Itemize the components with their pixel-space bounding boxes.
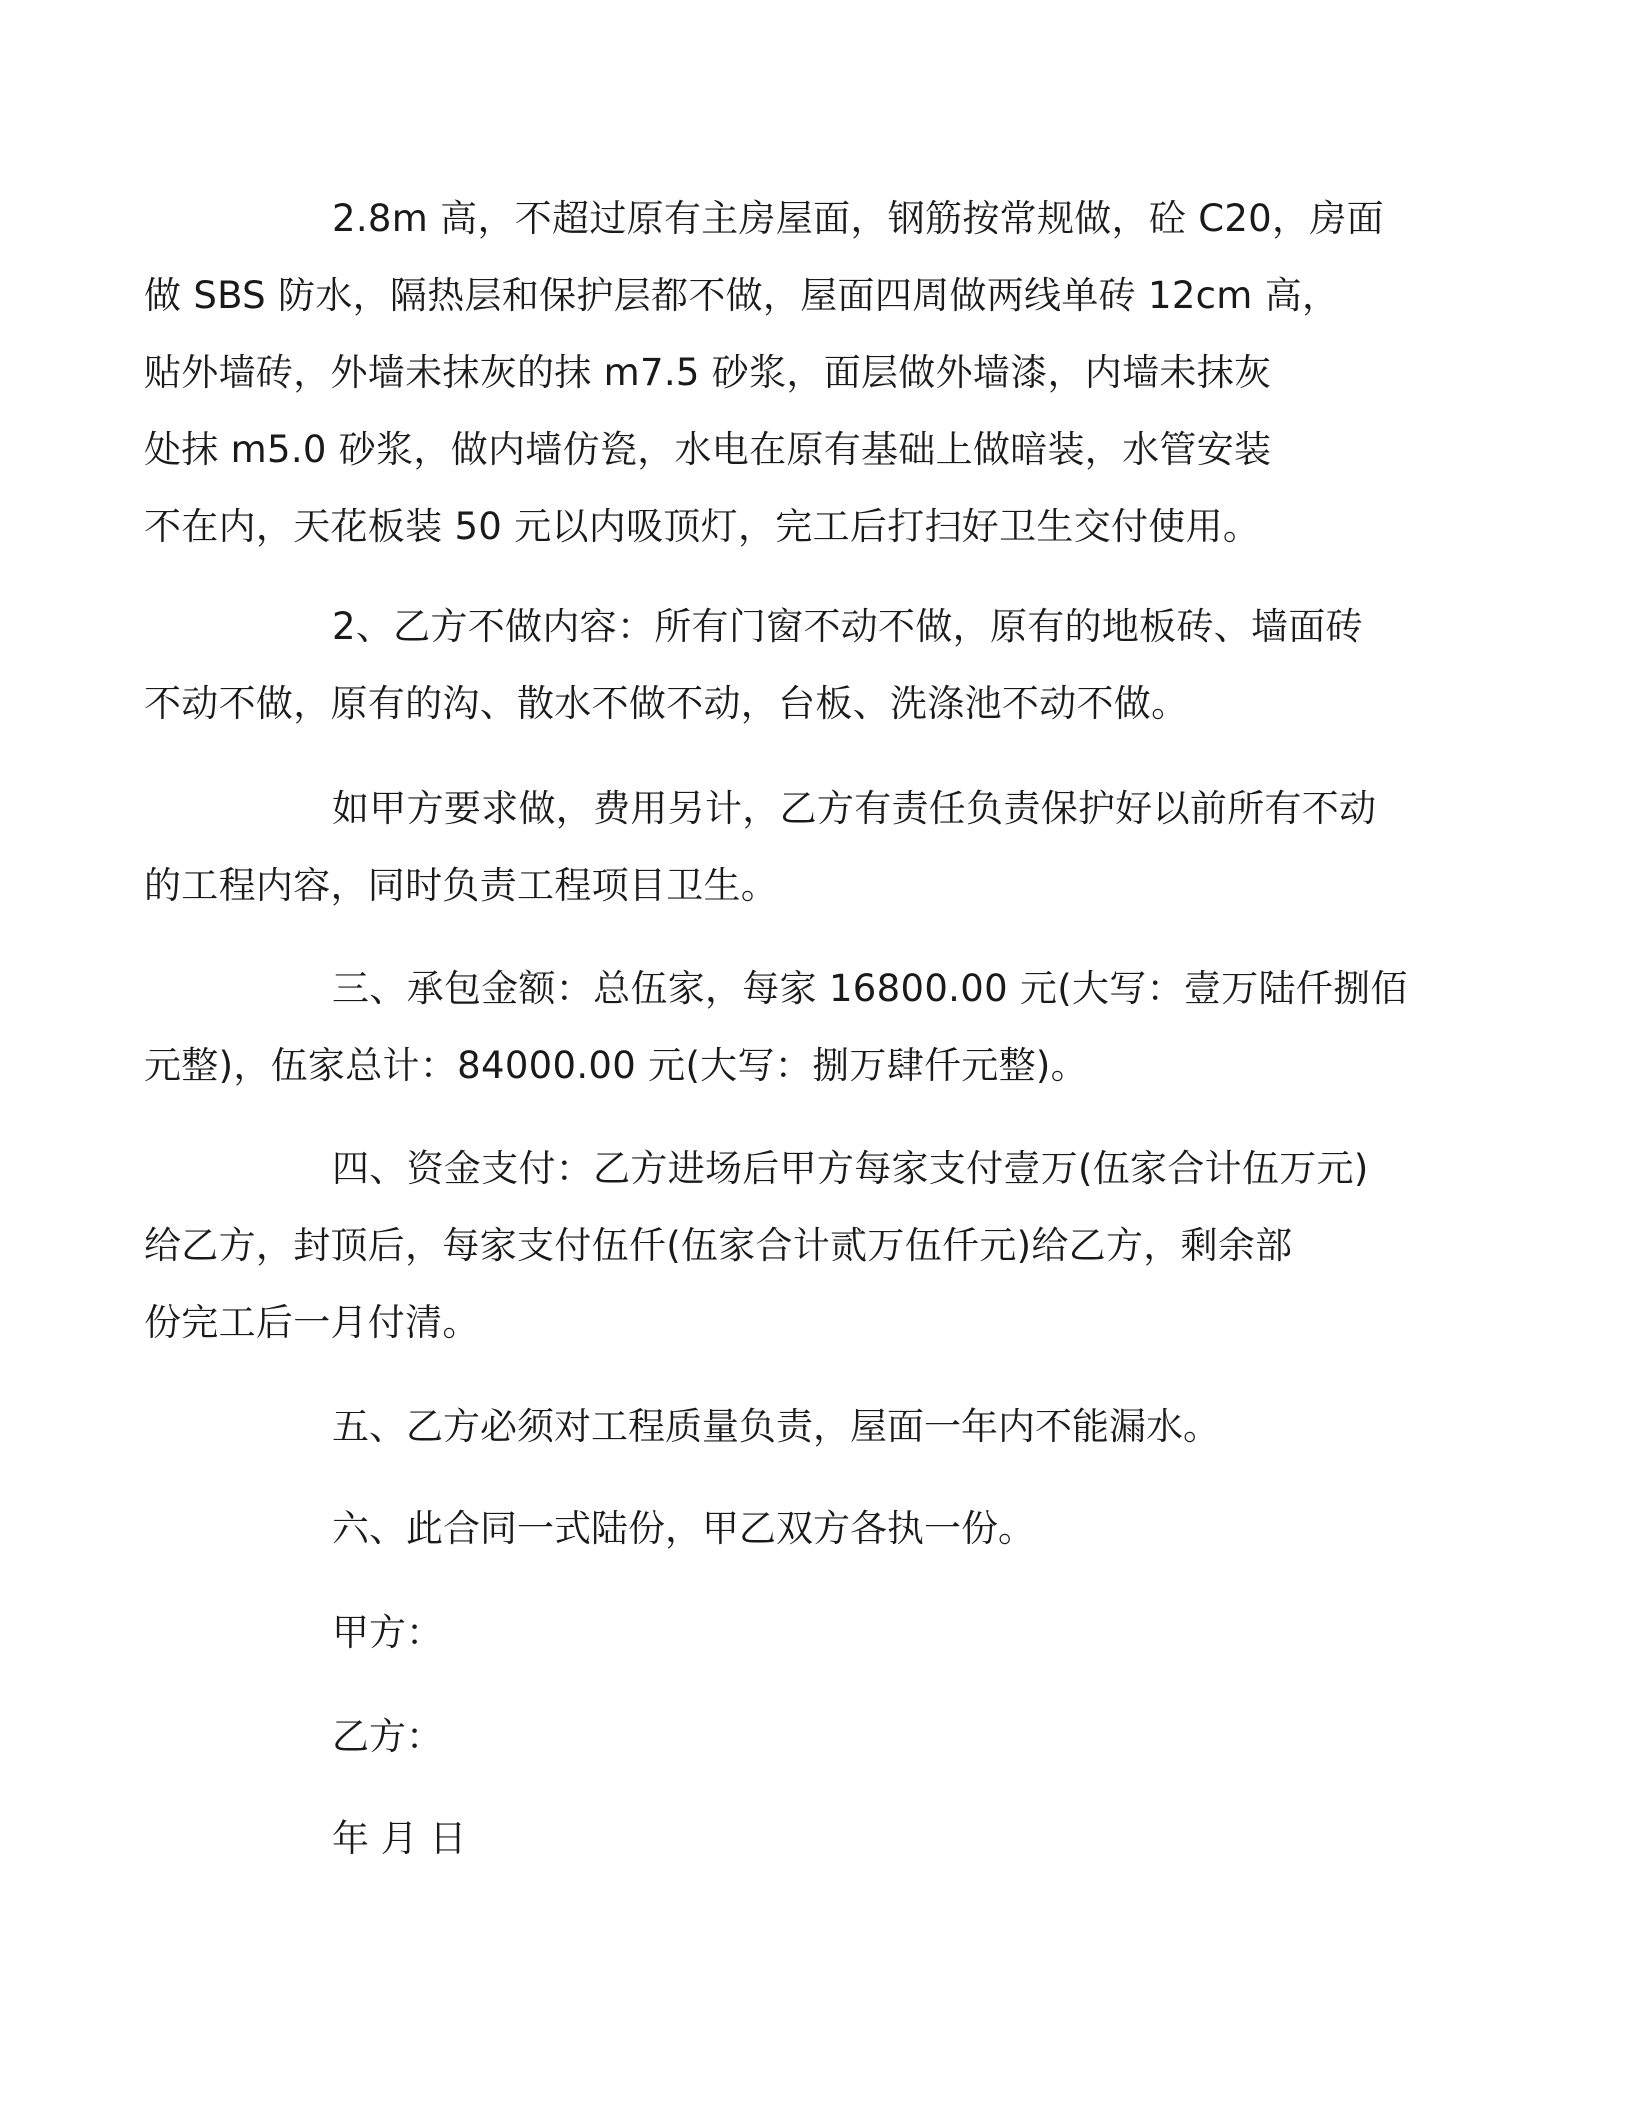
paragraph-quality-warranty: 五、乙方必须对工程质量负责，屋面一年内不能漏水。 xyxy=(332,1405,1220,1448)
text-line: 2、乙方不做内容：所有门窗不动不做，原有的地板砖、墙面砖 xyxy=(332,605,1363,648)
text-line: 不在内，天花板装 50 元以内吸顶灯，完工后打扫好卫生交付使用。 xyxy=(144,505,1261,548)
text-line: 2.8m 高，不超过原有主房屋面，钢筋按常规做，砼 C20，房面 xyxy=(332,197,1384,240)
text-line: 处抹 m5.0 砂浆，做内墙仿瓷，水电在原有基础上做暗装，水管安装 xyxy=(144,428,1272,471)
text-line: 做 SBS 防水，隔热层和保护层都不做，屋面四周做两线单砖 12cm 高， xyxy=(144,274,1340,317)
paragraph-extra-cost xyxy=(144,770,1398,924)
text-line: 的工程内容，同时负责工程项目卫生。 xyxy=(144,864,779,907)
text-line: 元整)，伍家总计：84000.00 元(大写：捌万肆仟元整)。 xyxy=(144,1044,1088,1087)
paragraph-excluded-work xyxy=(144,588,1398,742)
party-b-label: 乙方： xyxy=(332,1715,443,1758)
text-line: 给乙方，封顶后，每家支付伍仟(伍家合计贰万伍仟元)给乙方，剩余部 xyxy=(144,1224,1293,1267)
text-line: 如甲方要求做，费用另计，乙方有责任负责保护好以前所有不动 xyxy=(332,787,1377,830)
paragraph-copies: 六、此合同一式陆份，甲乙双方各执一份。 xyxy=(332,1507,1035,1550)
date-label: 年 月 日 xyxy=(332,1817,467,1860)
text-line: 三、承包金额：总伍家，每家 16800.00 元(大写：壹万陆仟捌佰 xyxy=(332,967,1408,1010)
paragraph-payment-terms xyxy=(144,1130,1398,1361)
text-line: 份完工后一月付清。 xyxy=(144,1301,480,1344)
paragraph-construction-spec xyxy=(144,180,1398,565)
paragraph-contract-amount xyxy=(144,950,1408,1104)
party-a-label: 甲方： xyxy=(332,1611,443,1654)
text-line: 贴外墙砖，外墙未抹灰的抹 m7.5 砂浆，面层做外墙漆，内墙未抹灰 xyxy=(144,351,1272,394)
text-line: 不动不做，原有的沟、散水不做不动，台板、洗涤池不动不做。 xyxy=(144,682,1189,725)
text-line: 四、资金支付：乙方进场后甲方每家支付壹万(伍家合计伍万元) xyxy=(332,1147,1369,1190)
